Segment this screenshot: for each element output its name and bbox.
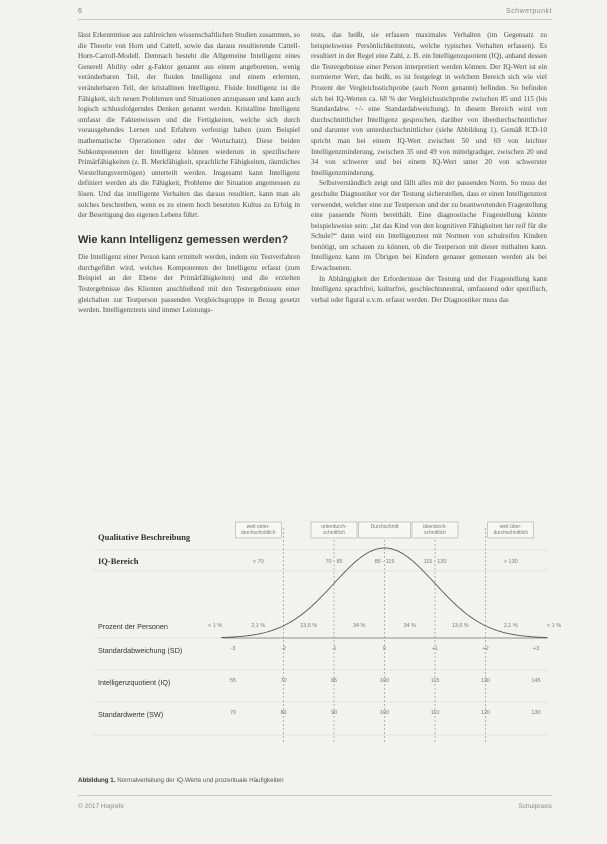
- qualitative-label: Durchschnitt: [370, 524, 399, 530]
- iq-tick: 145: [531, 678, 541, 684]
- percent-label: 2,1 %: [251, 623, 266, 629]
- footer-journal: Schulpraxis: [518, 803, 552, 810]
- row-label-sd: Standardabweichung (SD): [98, 646, 183, 655]
- iq-tick: 85: [330, 678, 338, 684]
- sd-tick: +3: [532, 646, 540, 652]
- sw-tick: 90: [330, 710, 338, 716]
- qualitative-label: überdurch- schnittlich: [422, 524, 448, 536]
- right-column: [311, 30, 547, 305]
- paragraph: tests, das heißt, sie erfassen maximales Verhalten (im Gegensatz zu beispielsweise Persönlichkeitstests, welche typisches Verhalten erfassen). Es resultiert in der Regel eine Zahl, z. B. ein Intelligenzquotient (IQ), anhand dessen die Testergebnisse einer Person interpretiert werden können. Der IQ-Wert ist ein normierter Wert, das heißt, es ist festgelegt in welchem Bereich sich wie viel Prozent der Vergleichsstichprobe (auch Norm genannt) befinden. So befinden sich bei IQ-Werten ca. 68 % der Vergleichsstichprobe zwischen 85 und 115 (bis Standardabw. +/- eine Standardabweichung). In diesem Bereich wird von durchschnittlicher Intelligenz gesprochen, darüber von überdurchschnittlicher und darunter von unterdurchschnittlicher (siehe Abbildung 1). Gemäß ICD-10 spricht man bei einem IQ-Wert zwischen 50 und 69 von leichter Intelligenzminderung, zwischen 35 und 49 von mittelgradiger, zwischen 20 und 34 von schwerer und bei einem IQ-Wert unter 20 von schwerster Intelligenzminderung.: [311, 31, 547, 177]
- footer-divider: [78, 795, 552, 796]
- iq-tick: 100: [379, 678, 390, 684]
- iq-tick: 70: [280, 678, 287, 684]
- sd-tick: +2: [482, 646, 489, 652]
- iq-range-label: 115 - 130: [423, 559, 447, 565]
- qualitative-label: weit über- durchschnittlich: [493, 524, 528, 536]
- qualitative-label: weit unter- durchschnittlich: [241, 524, 276, 536]
- iq-tick: 115: [430, 678, 440, 684]
- sw-tick: 110: [430, 710, 440, 716]
- row-label-qualitative: Qualitative Beschreibung: [98, 532, 191, 542]
- paragraph: Die Intelligenz einer Person kann ermittelt werden, indem ein Testverfahren durchgeführt wird, welches Komponenten der Intelligenz erfasst (zum Beispiel an der Ebene der Primärfähigkeiten) und die erzielten Testergebnisse des Klienten anschließend mit den Testergebnissen einer gleichalten zur Testperson passenden Vergleichsgruppe in Bezug gesetzt werden. Intelligenztests sind immer Leistungs-: [78, 253, 300, 315]
- percent-label: 34 %: [403, 623, 417, 629]
- row-label-iq-range: IQ-Bereich: [98, 556, 139, 566]
- sw-tick: 120: [480, 710, 491, 716]
- sd-tick: -3: [230, 646, 236, 652]
- percent-label: 2,1 %: [503, 623, 518, 629]
- paragraph: Selbstverständlich zeigt und fällt alles mit der passenden Norm. So muss der geschulte Diagnostiker vor der Testung sicherstellen, dass er einen Intelligenztest verwendet, welcher eine zur Testperson und der zu beantwortenden Fragestellung eine passende Norm bereithält. Eine diagnostische Fragestellung könnte beispielsweise sein: „Ist das Kind von den kognitiven Fähigkeiten her reif für die Schule?“ dann wird ein Intelligenztest mit Normen von schulreifen Kindern benötigt, um schauen zu können, ob die Testperson mit dieser mithalten kann. Intelligenz kann im Übrigen bei Kindern genauer gemessen werden als bei Erwachsenen.: [311, 179, 547, 273]
- sd-tick: -1: [331, 646, 337, 652]
- sw-tick: 130: [531, 710, 541, 716]
- sw-tick: 100: [379, 710, 390, 716]
- iq-range-label: > 130: [503, 559, 518, 565]
- iq-range-label: 85 - 115: [374, 559, 395, 565]
- iq-tick: 55: [229, 678, 237, 684]
- row-label-iq: Intelligenzquotient (IQ): [98, 678, 171, 687]
- sw-tick: 80: [280, 710, 287, 716]
- iq-tick: 130: [480, 678, 491, 684]
- percent-label: < 1 %: [207, 623, 223, 629]
- sd-tick: +1: [431, 646, 439, 652]
- header-divider: [78, 19, 552, 20]
- section-heading: Wie kann Intelligenz gemessen werden?: [78, 233, 289, 246]
- section-title: Schwerpunkt: [506, 8, 552, 15]
- iq-range-label: < 70: [252, 559, 264, 565]
- sd-tick: 0: [382, 646, 387, 652]
- sw-tick: 70: [229, 710, 237, 716]
- caption-text: Normalverteilung der IQ-Werte und prozentuale Häufigkeiten: [117, 777, 284, 784]
- footer-publisher: © 2017 Hogrefe: [78, 803, 124, 810]
- left-column: [78, 30, 300, 316]
- percent-label: < 1 %: [546, 623, 562, 629]
- page-number: 6: [78, 8, 82, 15]
- iq-range-label: 70 - 85: [325, 559, 343, 565]
- percent-label: 13,6 %: [451, 623, 469, 629]
- paragraph: lässt Erkenntnisse aus zahlreichen wissenschaftlichen Studien zusammen, so die Theorie von Horn und Cattell, sowie das daraus resultierende Cattell-Horn-Carroll-Modell. Demnach besteht die Allgemeine Intelligenz eines Generell Ability oder g-Faktor genannt aus einem angeborenen, wenig veränderbaren Teil, der fluiden Intelligenz und einem erlernten, veränderbaren Teil, der kristallinen Intelligenz. Fluide Intelligenz ist die Fähigkeit, sich neuen Problemen und Situationen anzupassen und kann auch logisch schlussfolgerndes Denken genannt werden. Kristalline Intelligenz umfasst die Faktenwissen und die Fertigkeiten, welche sich durch vorausgehendes Lernen und Erfahren verfestigt haben (zum Beispiel mathematische Operationen oder der Wortschatz). Diese beiden Subkomponenten der Intelligenz können wiederum in spezifischere Primärfähigkeiten (z. B. Merkfähigkeit, sprachliche Fähigkeiten, räumliches Vorstellungsvermögen) unterteilt werden. Insgesamt kann Intelligenz definiert werden als die Fähigkeit, Probleme der Situation angemessen zu lösen. Und das intelligente Verhalten das daraus resultiert, kann man als solches beschreiben, wenn es zu einem hoch besetzten Kultus zu Erfolg in der Beseitigung des eigenen Lebens führt.: [78, 31, 300, 220]
- qualitative-label: unterdurch- schnittlich: [321, 524, 347, 536]
- figure-caption: [78, 777, 284, 784]
- row-label-percent: Prozent der Personen: [98, 622, 168, 631]
- sd-tick: -2: [281, 646, 286, 652]
- row-label-sw: Standardwerte (SW): [98, 710, 164, 719]
- paragraph: In Abhängigkeit der Erfordernisse der Testung und der Fragestellung kann Intelligenz sprachfrei, kulturfrei, geschlechtsneutral, umfassend oder spezifisch, verbal oder figural u.v.m. erfasst werden. Der Diagnostiker muss das: [311, 274, 547, 304]
- caption-label: Abbildung 1.: [78, 777, 116, 784]
- chart-svg: [58, 510, 548, 772]
- percent-label: 34 %: [352, 623, 366, 629]
- iq-distribution-figure: [58, 510, 562, 772]
- percent-label: 13,6 %: [300, 623, 318, 629]
